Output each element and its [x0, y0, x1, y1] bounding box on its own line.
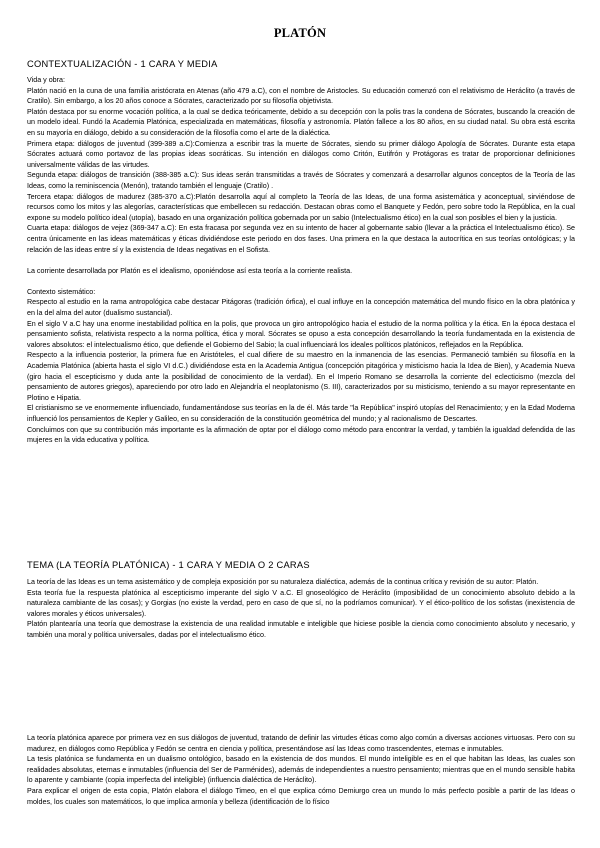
paragraph: Contexto sistemático:	[27, 287, 96, 296]
spacer	[27, 255, 575, 266]
paragraph: Cuarta etapa: diálogos de vejez (369-347 a.C): En esta fracasa por segunda vez en su intento de hacer al gobernante sabio (llevar a la práctica el Intelectualismo ético). Se centra únicamente en las ideas matemáticas y éticas dividiéndose este periodo en dos fases. Una primera en la que destaca la autocrítica en sus teorías ontológicas; y la relación de las ideas entre sí y la existencia de Ideas negativas en el Sofista.	[27, 224, 575, 254]
paragraph: El cristianismo se ve enormemente influenciado, fundamentándose sus teorías en la de él. Más tarde "la República" inspiró utopías del Renacimiento; y en la Edad Moderna influenció los pensamientos de Kepler y Galileo, en su consideración de la constitución geométrica del mundo; y al racionalismo de Descartes.	[27, 404, 575, 423]
theory-section	[27, 733, 575, 807]
theme-section	[27, 559, 575, 641]
paragraph: Tercera etapa: diálogos de madurez (385-370 a.C):Platón desarrolla aquí al completo la Teoría de las Ideas, de una forma asistemática y aconceptual, sirviéndose de recursos como los mitos y las alegorías, características que embellecen su redacción. Destacan obras como el Banquete y Fedón, pero sobre todo la República, en la cual expone su modelo político ideal (utopía), basado en una organización política gobernada por un sabio (Intelectualismo ético) en la cual son posibles el bien y la justicia.	[27, 192, 575, 222]
paragraph: En el siglo V a.C hay una enorme inestabilidad política en la polis, que provoca un giro antropológico hacia el estudio de la norma política y la ética. En la época destaca el pensamiento sofista, relativista respecto a la norma política, ética y moral. Sócrates se opuso a esta concepción desarrollando la teoría fundamentada en la existencia de valores absolutos: el intelectualismo ético, que defiende el Gobierno del Sabio; la cual influenciará los ideales políticos platónicos, reflejados en la República.	[27, 319, 575, 349]
theme-heading: TEMA (LA TEORÍA PLATÓNICA) - 1 CARA Y MEDIA O 2 CARAS	[27, 560, 310, 570]
context-heading: CONTEXTUALIZACIÓN - 1 CARA Y MEDIA	[27, 59, 218, 69]
paragraph: Respecto a la influencia posterior, la primera fue en Aristóteles, el cual difiere de su maestro en la inmanencia de las esencias. Permaneció también su filosofía en la Academia Platónica (abierta hasta el siglo VI d.C.) dividiéndose esta en la Academia Antigua (concepción pitagórica y misticismo hacia la Idea de Bien), y Academia Nueva (giro hacia el escepticismo y duda ante la posibilidad de conocimiento de la verdad). En el Imperio Romano se desarrolla la corriente del eclecticismo (mezcla del pensamiento de autores griegos), apareciendo por otro lado en Alejandría el neoplatonismo (S. III), caracterizados por su misticismo, teniendo a su mayor representante en Plotino e Hipatia.	[27, 351, 575, 402]
spacer	[27, 276, 575, 287]
paragraph: Platón nació en la cuna de una familia aristócrata en Atenas (año 479 a.C), con el nombre de Aristocles. Su educación comenzó con el relativismo de Heráclito (a través de Cratilo). Sin embargo, a los 20 años conoce a Sócrates, caracterizado por su filosofía objetivista.	[27, 86, 575, 106]
paragraph: Respecto al estudio en la rama antropológica cabe destacar Pitágoras (tradición órfica), el cual influye en la concepción matemática del mundo físico en la obra platónica y en la del alma del autor (dualismo sustancial).	[27, 298, 575, 318]
document-title: PLATÓN	[273, 26, 327, 40]
paragraph: Platón plantearía una teoría que demostrase la existencia de una realidad inmutable e inteligible que hiciese posible la ciencia como conocimiento absoluto y necesario, y también una moral y política universales, dadas por el intelectualismo ético.	[27, 620, 575, 639]
paragraph: Primera etapa: diálogos de juventud (399-389 a.C):Comienza a escribir tras la muerte de Sócrates, siendo su primer diálogo Apología de Sócrates. Durante esta etapa Sócrates actuará como portavoz de las propias ideas socráticas. Su intención en diálogos como Critón, Eutifrón y Protágoras es tratar de proporcionar definiciones universalmente válidas de las virtudes.	[27, 139, 575, 169]
paragraph: Platón destaca por su enorme vocación política, a la cual se dedica teóricamente, debido a su decepción con la polis tras la condena de Sócrates, buscando la creación de un modelo ideal. Fundó la Academia Platónica, especializada en matemáticas, filosofía y astronomía. Platón fallece a los 80 años, en su ciudad natal. Su obra está escrita en su mayoría en diálogo, debido a su consideración de la filosofía como el arte de la dialéctica.	[27, 107, 575, 137]
context-body	[27, 75, 575, 446]
paragraph: Segunda etapa: diálogos de transición (388-385 a.C): Sus ideas serán transmitidas a través de Sócrates y comenzará a desarrollar algunos conceptos de la Teoría de las Ideas, como la reminiscencia (Menón), tratando también el lenguaje (Cratilo) .	[27, 171, 575, 190]
theme-body	[27, 577, 575, 641]
paragraph: La corriente desarrollada por Platón es el idealismo, oponiéndose así esta teoría a la corriente realista.	[27, 266, 353, 275]
paragraph: Esta teoría fue la respuesta platónica al escepticismo imperante del siglo V a.C. El gnoseológico de Heráclito (imposibilidad de un conocimiento absoluto debido a la naturaleza cambiante de las cosas); y Gorgias (no existe la verdad, pero en caso de que sí, no la podríamos comunicar). Y el ético-político de los sofistas (inexistencia de valores morales y éticos universales).	[27, 588, 575, 618]
paragraph: La teoría platónica aparece por primera vez en sus diálogos de juventud, tratando de definir las virtudes éticas como algo común a diversas acciones virtuosas. Pero con su madurez, en diálogos como República y Fedón se centra en ciencia y política, presentándose así las Ideas como trascendentes, eternas e inmutables.	[27, 734, 575, 753]
paragraph: Vida y obra:	[27, 76, 65, 84]
paragraph: La teoría de las Ideas es un tema asistemático y de compleja exposición por su naturaleza dialéctica, además de la continua crítica y revisión de su autor: Platón.	[27, 578, 539, 586]
paragraph: Concluimos con que su contribución más importante es la afirmación de optar por el diálogo como método para encontrar la verdad, y también la igualdad defendida de las mujeres en la vida educativa y política.	[27, 425, 575, 445]
paragraph: Para explicar el origen de esta copia, Platón elabora el diálogo Timeo, en el que explica cómo Demiurgo crea un mundo lo más perfecto posible a partir de las Ideas o moldes, los cuales son matemáticos, lo que implica armonía y belleza (identificación de lo físico	[27, 786, 575, 806]
paragraph: La tesis platónica se fundamenta en un dualismo ontológico, basado en la existencia de dos mundos. El mundo inteligible es en el que habitan las Ideas, las cuales son realidades absolutas, eternas e inmutables (influencia del Ser de Parménides), además de independientes a nuestro pensamiento; mientras que en el mundo sensible habita lo aparente y cambiante (copia imperfecta del inteligible) (influencia dialéctica de Heráclito).	[27, 755, 575, 785]
context-section	[27, 58, 575, 446]
